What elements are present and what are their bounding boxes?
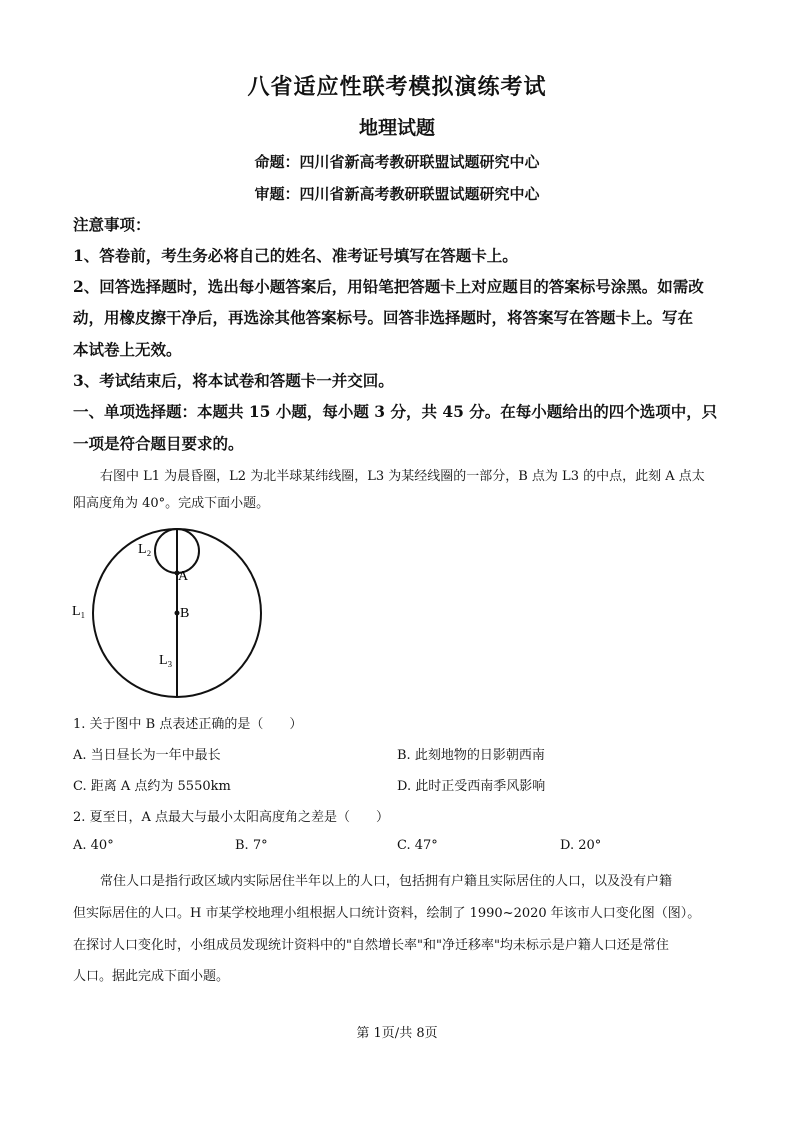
notes-item-3: 3、考试结束后，将本试卷和答题卡一并交回。 [73, 371, 394, 390]
author-credit: 命题：四川省新高考教研联盟试题研究中心 [254, 153, 540, 171]
intro-2-line-1: 常住人口是指行政区域内实际居住半年以上的人口，包括拥有户籍且实际居住的人口，以及没有户籍 [100, 874, 673, 889]
label-l1: L₁ [72, 604, 86, 619]
notes-item-2-line-2: 动，用橡皮擦干净后，再选涂其他答案标号。回答非选择题时，将答案写在答题卡上。写在 [73, 308, 694, 327]
label-l3: L₃ [159, 653, 173, 668]
page-number: 第 1页/共 8页 [356, 1026, 438, 1041]
question-1-stem: 1. 关于图中 B 点表述正确的是（ ） [73, 717, 303, 732]
question-2-option-d: D. 20° [560, 838, 602, 853]
question-1-option-d: D. 此时正受西南季风影响 [397, 779, 546, 794]
intro-2-line-4: 人口。据此完成下面小题。 [73, 969, 230, 984]
question-1-option-b: B. 此刻地物的日影朝西南 [397, 748, 545, 763]
question-2-option-b: B. 7° [235, 838, 268, 853]
question-1-option-a: A. 当日昼长为一年中最长 [73, 748, 221, 763]
label-a: A [178, 569, 189, 584]
intro-1-line-1: 右图中 L1 为晨昏圈，L2 为北半球某纬线圈，L3 为某经线圈的一部分，B 点为 L3 的中点，此刻 A 点太 [100, 469, 705, 484]
section-1-heading-line-1: 一、单项选择题：本题共 15 小题，每小题 3 分，共 45 分。在每小题给出的四个选项中，只 [73, 402, 718, 421]
exam-title: 八省适应性联考模拟演练考试 [247, 74, 547, 100]
earth-diagram-svg [72, 523, 270, 703]
question-2-stem: 2. 夏至日，A 点最大与最小太阳高度角之差是（ ） [73, 810, 390, 825]
earth-diagram [72, 523, 270, 703]
question-2-option-c: C. 47° [397, 838, 438, 853]
intro-1-line-2: 阳高度角为 40°。完成下面小题。 [73, 496, 270, 511]
subject-title: 地理试题 [358, 117, 435, 139]
label-l2: L₂ [138, 542, 152, 557]
question-2-option-a: A. 40° [73, 838, 114, 853]
point-b [175, 611, 180, 616]
question-1-option-c: C. 距离 A 点约为 5550km [73, 779, 231, 794]
notes-item-2-line-1: 2、回答选择题时，选出每小题答案后，用铅笔把答题卡上对应题目的答案标号涂黑。如需改 [73, 277, 704, 296]
section-1-heading-line-2: 一项是符合题目要求的。 [73, 434, 244, 453]
intro-2-line-2: 但实际居住的人口。H 市某学校地理小组根据人口统计资料，绘制了 1990~2020 年该市人口变化图（图）。 [73, 906, 701, 921]
reviewer-credit: 审题：四川省新高考教研联盟试题研究中心 [254, 185, 540, 203]
label-b: B [180, 606, 190, 621]
notes-heading: 注意事项： [73, 215, 151, 234]
notes-item-1: 1、答卷前，考生务必将自己的姓名、准考证号填写在答题卡上。 [73, 246, 518, 265]
notes-item-2-line-3: 本试卷上无效。 [73, 340, 182, 359]
intro-2-line-3: 在探讨人口变化时，小组成员发现统计资料中的"自然增长率"和"净迁移率"均未标示是户籍人口还是常住 [73, 938, 669, 953]
